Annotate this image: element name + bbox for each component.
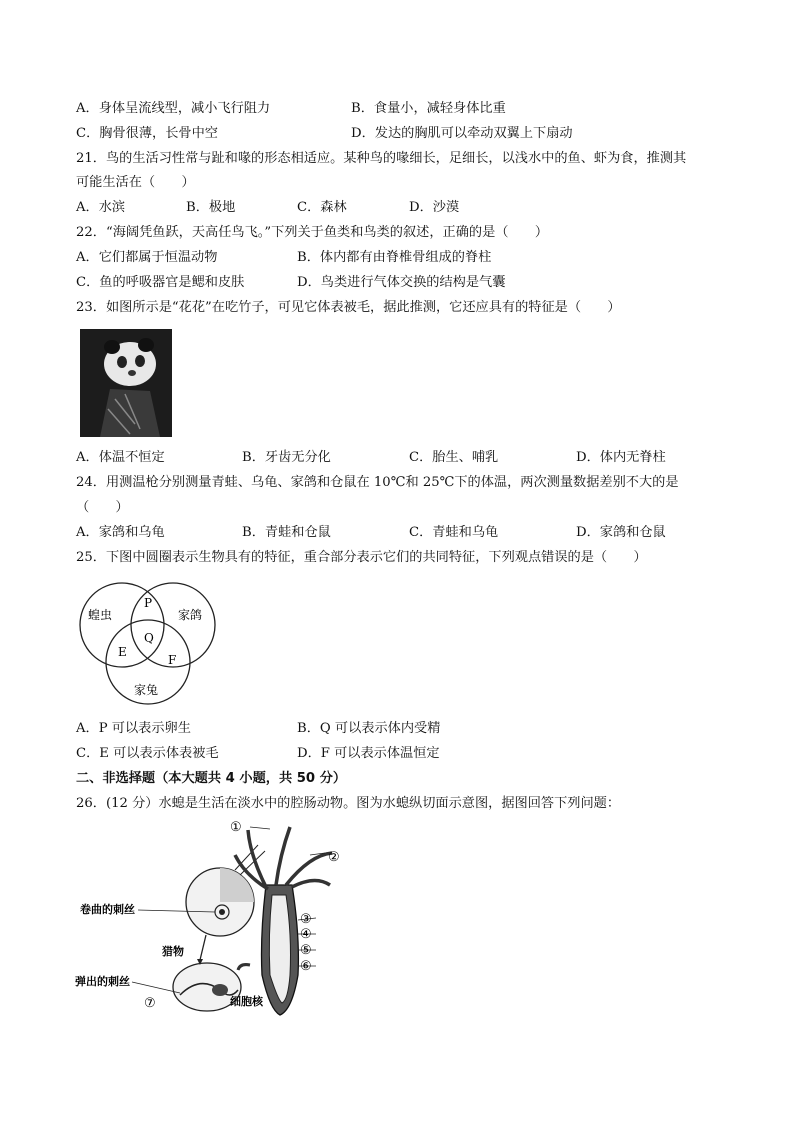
q22-option-d: D．鸟类进行气体交换的结构是气囊	[297, 275, 506, 290]
venn-region-e: E	[118, 645, 127, 659]
label-prey: 猎物	[162, 945, 184, 958]
q21-option-b: B．极地	[186, 200, 236, 215]
panda-image-icon	[80, 329, 172, 437]
q20-option-c: C．胸骨很薄，长骨中空	[76, 126, 218, 141]
venn-region-q: Q	[144, 631, 154, 645]
q21-stem-line1: 21．鸟的生活习性常与趾和喙的形态相适应。某种鸟的喙细长，足细长，以浅水中的鱼、虾为食，推测其	[76, 151, 687, 166]
q21-option-a: A．水滨	[76, 200, 126, 215]
q20-option-b: B．食量小，减轻身体比重	[351, 101, 506, 116]
q24-stem-line1: 24．用测温枪分别测量青蛙、乌龟、家鸽和仓鼠在 10℃和 25℃下的体温，两次测量数据差别不大的是	[76, 475, 679, 490]
label-cell-nucleus: 细胞核	[230, 995, 263, 1008]
q24-option-a: A．家鸽和乌龟	[76, 525, 165, 540]
venn-region-p: P	[144, 596, 153, 610]
q21-option-c: C．森林	[297, 200, 347, 215]
q20-option-d: D．发达的胸肌可以牵动双翼上下扇动	[351, 126, 573, 141]
q23-option-d: D．体内无脊柱	[576, 450, 666, 465]
label-coiled-thread: 卷曲的刺丝	[80, 903, 135, 916]
q25-stem: 25．下图中圆圈表示生物具有的特征，重合部分表示它们的共同特征，下列观点错误的是（ ）	[76, 550, 647, 565]
q23-stem: 23．如图所示是“花花”在吃竹子，可见它体表被毛，据此推测，它还应具有的特征是（ ）	[76, 300, 621, 315]
label-7: ⑦	[144, 996, 156, 1011]
q22-option-b: B．体内都有由脊椎骨组成的脊柱	[297, 250, 492, 265]
q23-option-b: B．牙齿无分化	[242, 450, 331, 465]
label-2: ②	[328, 850, 340, 865]
label-3: ③	[300, 912, 312, 927]
venn-diagram	[70, 580, 230, 710]
q23-option-a: A．体温不恒定	[76, 450, 165, 465]
label-ejected-thread: 弹出的刺丝	[75, 975, 130, 988]
venn-label-locust: 蝗虫	[88, 608, 113, 622]
q20-option-a: A．身体呈流线型，减小飞行阻力	[76, 101, 271, 116]
q25-option-a: A．P 可以表示卵生	[76, 721, 191, 736]
q24-option-c: C．青蛙和乌龟	[409, 525, 499, 540]
q23-option-c: C．胎生、哺乳	[409, 450, 499, 465]
q21-option-d: D．沙漠	[409, 200, 460, 215]
q22-stem: 22．“海阔凭鱼跃，天高任鸟飞。”下列关于鱼类和鸟类的叙述，正确的是（ ）	[76, 225, 549, 240]
panda-photo	[80, 329, 172, 437]
venn-label-pigeon: 家鸽	[178, 608, 203, 622]
q25-option-d: D．F 可以表示体温恒定	[297, 746, 440, 761]
label-6: ⑥	[300, 959, 312, 974]
q22-option-c: C．鱼的呼吸器官是鳃和皮肤	[76, 275, 245, 290]
q25-option-c: C．E 可以表示体表被毛	[76, 746, 219, 761]
label-4: ④	[300, 927, 312, 942]
venn-region-f: F	[168, 653, 177, 667]
q26-stem: 26．(12 分）水螅是生活在淡水中的腔肠动物。图为水螅纵切面示意图，据图回答下列问题：	[76, 796, 621, 811]
q25-option-b: B．Q 可以表示体内受精	[297, 721, 441, 736]
q24-option-b: B．青蛙和仓鼠	[242, 525, 331, 540]
q24-stem-line2: （ ）	[76, 500, 129, 515]
q21-stem-line2: 可能生活在（ ）	[76, 175, 195, 190]
label-1: ①	[230, 820, 242, 835]
label-5: ⑤	[300, 943, 312, 958]
q24-option-d: D．家鸽和仓鼠	[576, 525, 666, 540]
q22-option-a: A．它们都属于恒温动物	[76, 250, 218, 265]
hydra-diagram	[70, 815, 360, 1030]
venn-label-rabbit: 家兔	[134, 683, 159, 697]
section-heading: 二、非选择题（本大题共 4 小题，共 50 分）	[76, 771, 347, 786]
